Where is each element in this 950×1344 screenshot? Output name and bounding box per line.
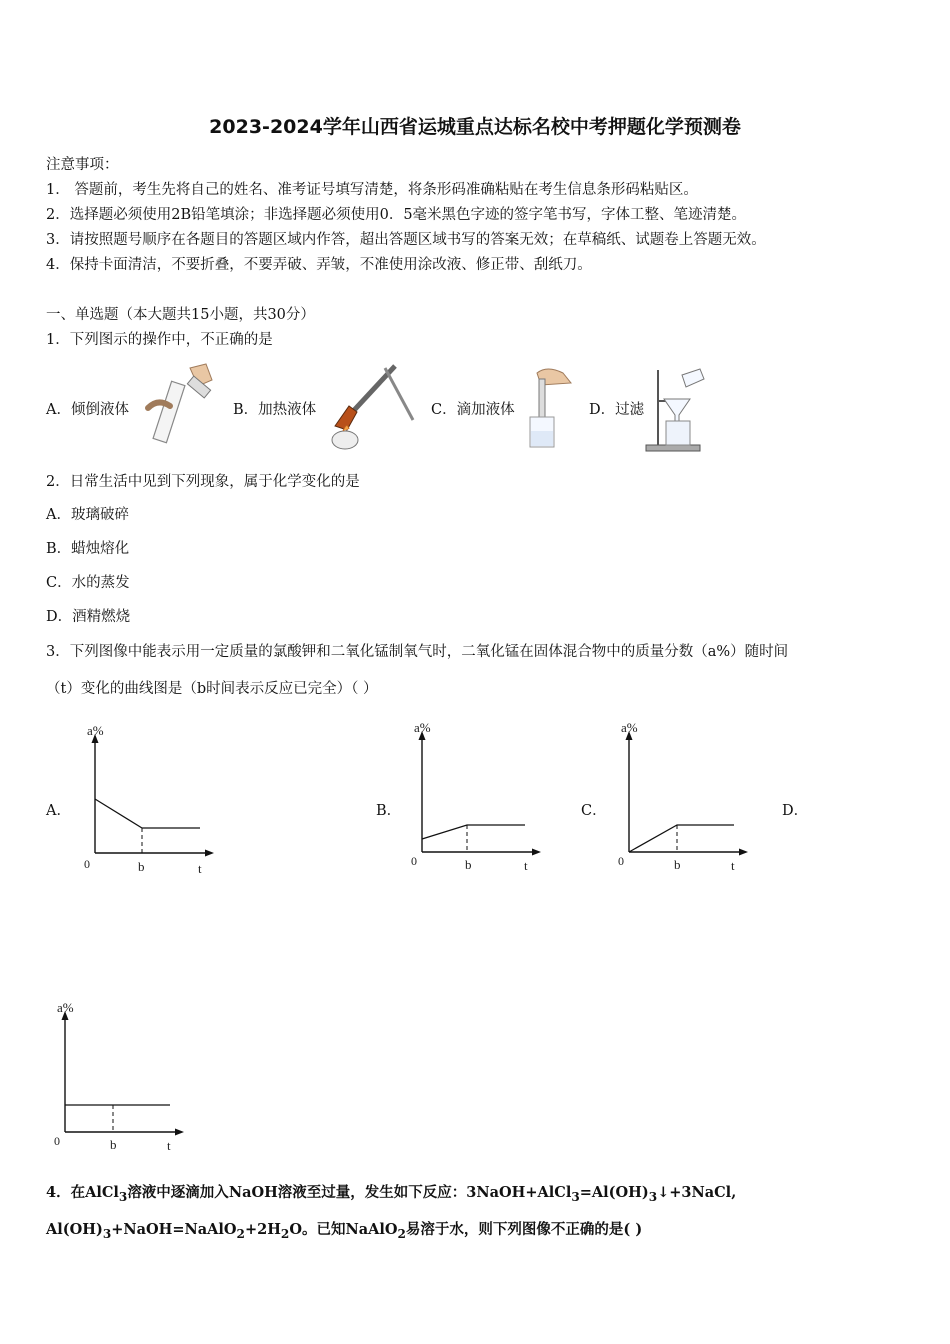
q3-option-a: A． [46, 803, 71, 819]
q3-option-d: D． [782, 803, 809, 819]
q1-option-a: A．倾倒液体 [46, 402, 129, 418]
q3-graph-b [407, 715, 552, 877]
notice-item: 1． 答题前，考生先将自己的姓名、准考证号填写清楚，将条形码准确粘贴在考生信息条形码粘贴区。 [46, 182, 698, 198]
q4-subscript: 3 [648, 1189, 658, 1204]
q4-formula: +2H [244, 1221, 281, 1238]
graph-b-label: b [674, 857, 681, 872]
q3-stem-line1: 3．下列图像中能表示用一定质量的氯酸钾和二氧化锰制氧气时，二氧化锰在固体混合物中的质量分数（a%）随时间 [46, 644, 789, 660]
graph-x-label: t [731, 858, 735, 873]
q4-text: 易溶于水，则下列图像不正确的是( ) [405, 1221, 643, 1238]
section-heading: 一、单选题（本大题共15小题，共30分） [46, 307, 315, 323]
q4-text: 溶液中逐滴加入 [127, 1184, 229, 1201]
notice-heading: 注意事项： [46, 157, 119, 173]
q1-option-b: B．加热液体 [233, 402, 317, 418]
q4-subscript: 2 [280, 1226, 290, 1241]
q4-text: O。已知 [289, 1221, 346, 1238]
q4-subscript: 2 [236, 1226, 245, 1241]
q1-option-c: C．滴加液体 [431, 402, 515, 418]
graph-y-label: a% [87, 723, 104, 738]
q2-option-c: C．水的蒸发 [46, 575, 130, 591]
q2-option-d: D．酒精燃烧 [46, 609, 131, 625]
notice-item: 3．请按照题号顺序在各题目的答题区域内作答，超出答题区域书写的答案无效；在草稿纸、试题卷上答题无效。 [46, 232, 766, 248]
q4-text: 4．在 [46, 1184, 86, 1201]
q2-option-b: B．蜡烛熔化 [46, 541, 130, 557]
graph-origin-label: 0 [618, 854, 624, 868]
notice-item: 4．保持卡面清洁，不要折叠，不要弄破、弄皱，不准使用涂改液、修正带、刮纸刀。 [46, 257, 592, 273]
q4-formula: Al(OH) [46, 1221, 103, 1238]
graph-b-label: b [110, 1137, 117, 1152]
graph-origin-label: 0 [84, 857, 90, 871]
q4-subscript: 2 [397, 1226, 406, 1241]
graph-x-label: t [524, 858, 528, 873]
q1-stem: 1．下列图示的操作中，不正确的是 [46, 332, 273, 348]
q4-subscript: 3 [118, 1189, 128, 1204]
graph-origin-label: 0 [411, 854, 417, 868]
q4-formula: NaOH [228, 1184, 278, 1201]
page-title: 2023-2024学年山西省运城重点达标名校中考押题化学预测卷 [209, 116, 741, 138]
q3-option-b: B． [376, 803, 402, 819]
q4-formula: AlCl [85, 1184, 119, 1201]
q4-formula: NaAlO [345, 1221, 398, 1238]
q4-line2 [46, 1218, 642, 1241]
q2-stem: 2．日常生活中见到下列现象，属于化学变化的是 [46, 474, 360, 490]
q4-formula: 3NaOH+AlCl [466, 1184, 572, 1201]
q4-formula: +NaOH=NaAlO [111, 1221, 237, 1238]
q4-line1 [46, 1181, 736, 1204]
graph-b-label: b [465, 857, 472, 872]
q4-text: 溶液至过量，发生如下反应： [277, 1184, 467, 1201]
graph-y-label: a% [621, 720, 638, 735]
graph-y-label: a% [57, 1000, 74, 1015]
notice-item: 2．选择题必须使用2B铅笔填涂；非选择题必须使用0．5毫米黑色字迹的签字笔书写，字体工整、笔迹清楚。 [46, 207, 747, 223]
q1-option-d: D．过滤 [589, 402, 645, 418]
q3-graph-c [614, 715, 759, 877]
drip-liquid-illustration [525, 365, 580, 455]
graph-y-label: a% [414, 720, 431, 735]
q4-subscript: 3 [102, 1226, 112, 1241]
graph-origin-label: 0 [54, 1134, 60, 1148]
q4-subscript: 3 [571, 1189, 580, 1204]
pour-liquid-illustration [140, 360, 225, 450]
q2-option-a: A．玻璃破碎 [46, 507, 129, 523]
q3-graph-a [80, 718, 225, 880]
q3-option-c: C． [581, 803, 607, 819]
q3-stem-line2: （t）变化的曲线图是（b时间表示反应已完全）（ ） [46, 681, 378, 697]
filtration-illustration [640, 365, 705, 453]
q4-formula: =Al(OH) [579, 1184, 649, 1201]
q3-graph-d [50, 995, 195, 1157]
graph-x-label: t [167, 1138, 171, 1153]
graph-b-label: b [138, 859, 145, 874]
q4-formula: ↓+3NaCl, [657, 1184, 737, 1201]
graph-x-label: t [198, 861, 202, 876]
heat-liquid-illustration [325, 358, 420, 453]
